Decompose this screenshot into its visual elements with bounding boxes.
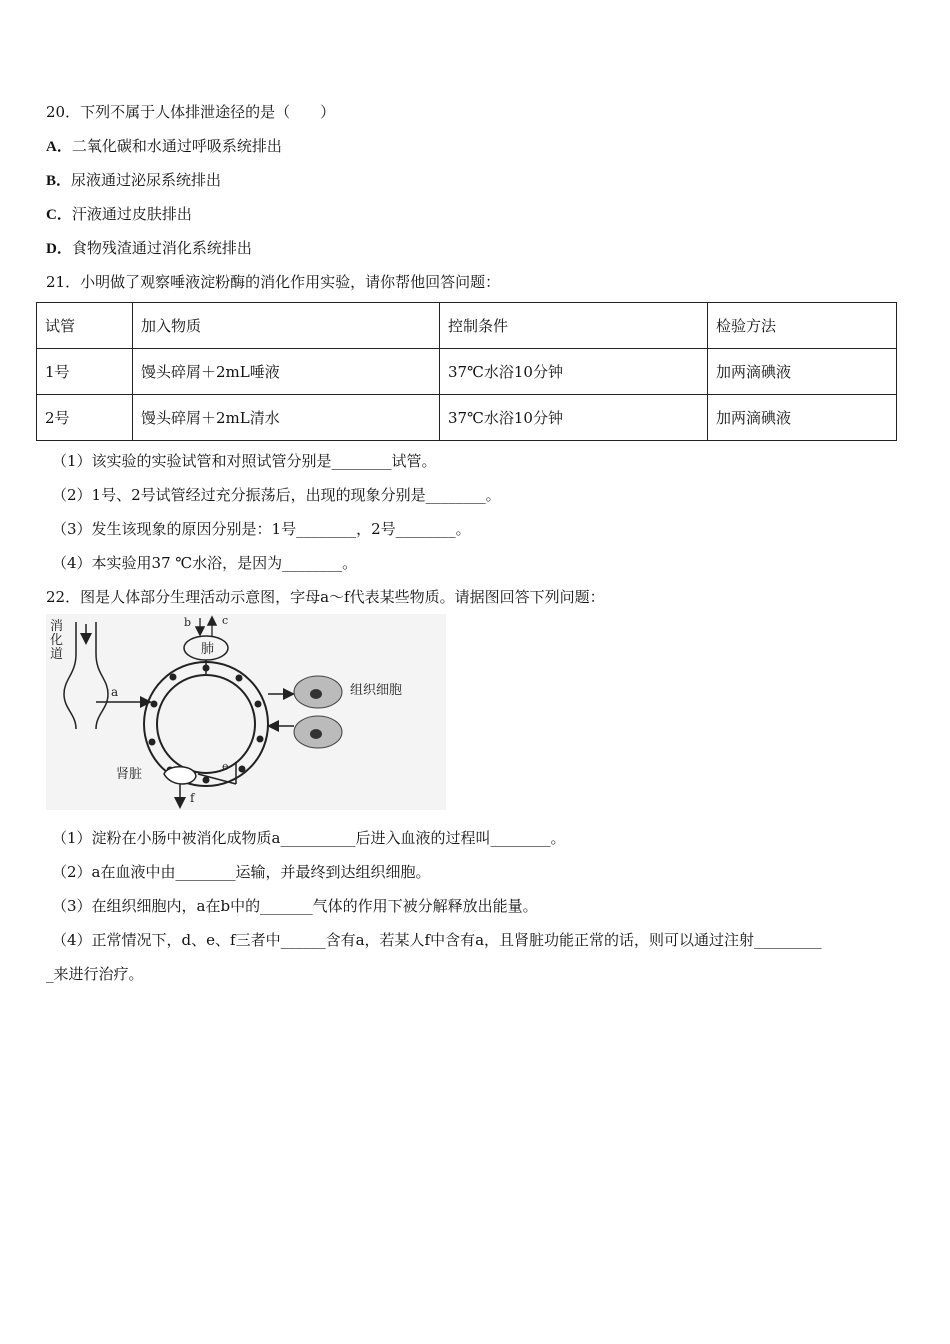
q21-sub-2: （2）1号、2号试管经过充分振荡后，出现的现象分别是________。 — [52, 486, 501, 504]
table-header-cell: 加入物质 — [133, 303, 440, 349]
table-row — [37, 395, 897, 441]
digestive-tract-label-3: 道 — [50, 647, 64, 662]
lung-label: 肺 — [201, 642, 215, 657]
table-header-cell: 试管 — [37, 303, 133, 349]
table-cell: 加两滴碘液 — [708, 349, 897, 395]
digestive-tract-label-1: 消 — [50, 619, 64, 634]
q21-sub-1: （1）该实验的实验试管和对照试管分别是________试管。 — [52, 452, 437, 470]
q20-option-b: B．尿液通过泌尿系统排出 — [46, 171, 222, 189]
tissue-cell-label: 组织细胞 — [350, 683, 403, 698]
label-b: b — [184, 616, 192, 629]
label-e: e — [222, 760, 229, 773]
q20-stem: 20．下列不属于人体排泄途径的是（ ） — [46, 103, 336, 121]
q21-sub-3: （3）发生该现象的原因分别是：1号________，2号________。 — [52, 520, 471, 538]
table-header-cell: 控制条件 — [440, 303, 708, 349]
q20-option-a: A．二氧化碳和水通过呼吸系统排出 — [46, 137, 282, 155]
kidney-label: 肾脏 — [116, 767, 143, 782]
q22-sub-4-continued: _来进行治疗。 — [46, 965, 144, 983]
label-c: c — [222, 614, 229, 627]
table-cell: 37℃水浴10分钟 — [440, 349, 708, 395]
table-header-cell: 检验方法 — [708, 303, 897, 349]
experiment-table — [36, 302, 897, 441]
q21-stem: 21．小明做了观察唾液淀粉酶的消化作用实验，请你帮他回答问题： — [46, 273, 501, 291]
q22-stem: 22．图是人体部分生理活动示意图，字母a～f代表某些物质。请据图回答下列问题： — [46, 588, 605, 606]
table-cell: 2号 — [37, 395, 133, 441]
digestive-tract-label-2: 化 — [50, 633, 64, 648]
physiology-diagram — [46, 614, 446, 810]
table-header-row — [37, 303, 897, 349]
q20-option-d: D．食物残渣通过消化系统排出 — [46, 239, 252, 257]
table-cell: 馒头碎屑＋2mL唾液 — [133, 349, 440, 395]
table-cell: 馒头碎屑＋2mL清水 — [133, 395, 440, 441]
table-cell: 37℃水浴10分钟 — [440, 395, 708, 441]
label-f: f — [190, 791, 195, 805]
q22-sub-3: （3）在组织细胞内，a在b中的_______气体的作用下被分解释放出能量。 — [52, 897, 538, 915]
q22-sub-2: （2）a在血液中由________运输，并最终到达组织细胞。 — [52, 863, 431, 881]
table-cell: 1号 — [37, 349, 133, 395]
q21-sub-4: （4）本实验用37 ℃水浴，是因为________。 — [52, 554, 358, 572]
q22-sub-4: （4）正常情况下，d、e、f三者中______含有a，若某人f中含有a，且肾脏功能正常的话，则可以通过注射_________ — [52, 931, 822, 949]
q20-option-c: C．汗液通过皮肤排出 — [46, 205, 192, 223]
q22-sub-1: （1）淀粉在小肠中被消化成物质a__________后进入血液的过程叫________。 — [52, 829, 566, 847]
table-cell: 加两滴碘液 — [708, 395, 897, 441]
label-a: a — [111, 685, 119, 699]
table-row — [37, 349, 897, 395]
